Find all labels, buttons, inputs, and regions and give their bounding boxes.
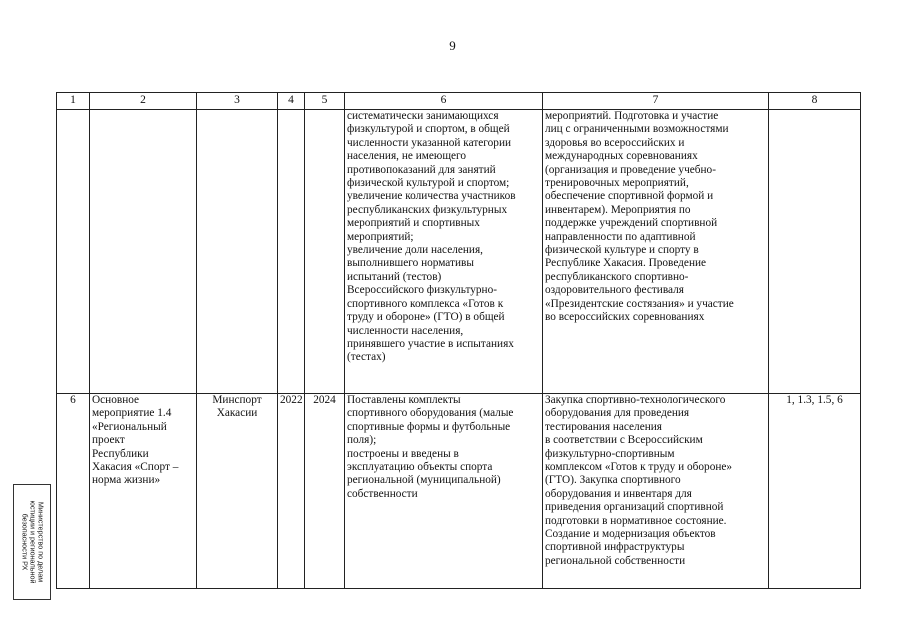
cell-expected-result: систематически занимающихся физкультурой и спортом, в общей численности указанной категории населения, не имеющего противопоказаний для занятий физической культурой и спортом; увеличение количества участников республиканских физкультурных мероприятий и спортивных мероприятий; увеличение доли населения, выполнившего нормативы испытаний (тестов) Всероссийского физкультурно- спортивного комплекса «Готов к труду и обороне» (ГТО) в общей численности населения, принявшего участие в испытаниях (тестах) [345, 110, 543, 394]
cell-main-directions: мероприятий. Подготовка и участие лиц с ограниченными возможностями здоровья во всероссийских и международных соревнованиях (организация и проведение учебно- тренировочных мероприятий, обеспечение спортивной формой и инвентарем). Мероприятия по поддержке учреждений спортивной направленности по адаптивной физической культуре и спорту в Республике Хакасия. Проведение республиканского спортивно- оздоровительного фестиваля «Президентские состязания» и участие во всероссийских соревнованиях [543, 110, 769, 394]
column-number-4: 4 [278, 93, 305, 110]
cell-start-year: 2022 [278, 394, 305, 589]
ministry-stamp [13, 484, 51, 600]
table-row-6 [57, 394, 861, 589]
cell-measure-name: Основное мероприятие 1.4 «Региональный проект Республики Хакасия «Спорт – норма жизни» [90, 394, 197, 589]
cell-number: 6 [57, 394, 90, 589]
column-number-2: 2 [90, 93, 197, 110]
cell-number [57, 110, 90, 394]
cell-indicators: 1, 1.3, 1.5, 6 [769, 394, 861, 589]
column-number-5: 5 [305, 93, 345, 110]
cell-executor [197, 110, 278, 394]
cell-measure-name [90, 110, 197, 394]
column-number-8: 8 [769, 93, 861, 110]
column-number-1: 1 [57, 93, 90, 110]
table-row-continuation [57, 110, 861, 394]
column-number-row [57, 93, 861, 110]
cell-main-directions: Закупка спортивно-технологического оборудования для проведения тестирования населения в соответствии с Всероссийским физкультурно-спортивным комплексом «Готов к труду и обороне» (ГТО). Закупка спортивного оборудования и инвентаря для приведения организаций спортивной подготовки в нормативное состояние. Создание и модернизация объектов спортивной инфраструктуры региональной собственности [543, 394, 769, 589]
cell-end-year: 2024 [305, 394, 345, 589]
page-number: 9 [449, 38, 456, 53]
cell-indicators [769, 110, 861, 394]
cell-end-year [305, 110, 345, 394]
ministry-stamp-text: Министерство по делам юстиции и региональной безопасности РХ [19, 500, 46, 584]
cell-expected-result: Поставлены комплекты спортивного оборудования (малые спортивные формы и футбольные поля); построены и введены в эксплуатацию объекты спорта региональной (муниципальной) собственности [345, 394, 543, 589]
cell-start-year [278, 110, 305, 394]
column-number-7: 7 [543, 93, 769, 110]
cell-executor: Минспорт Хакасии [197, 394, 278, 589]
measures-table [56, 92, 861, 589]
column-number-3: 3 [197, 93, 278, 110]
column-number-6: 6 [345, 93, 543, 110]
